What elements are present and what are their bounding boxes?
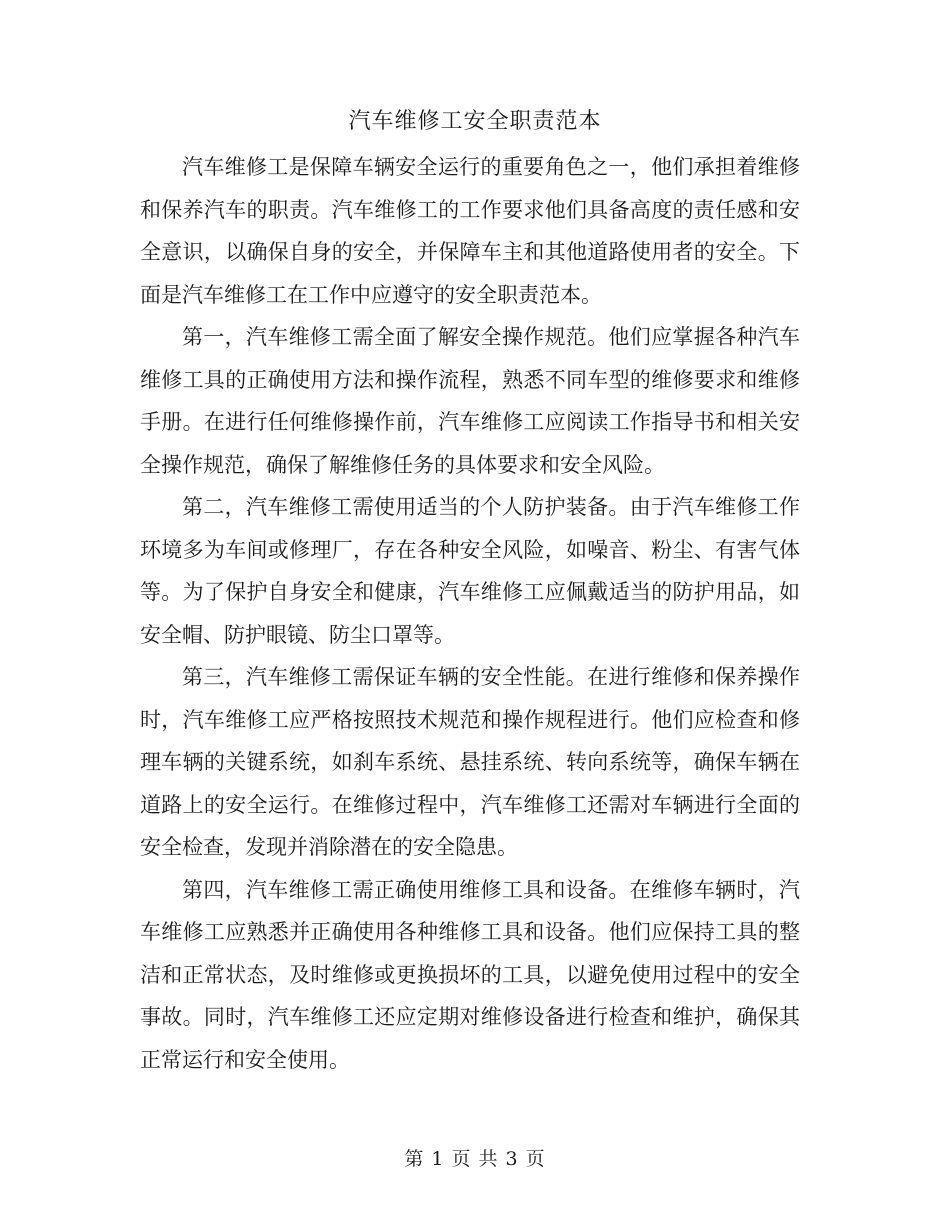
paragraph-third: 第三，汽车维修工需保证车辆的安全性能。在进行维修和保养操作时，汽车维修工应严格按照技术规范和操作规程进行。他们应检查和修理车辆的关键系统，如刹车系统、悬挂系统、转向系统等，确保车辆在道路上的安全运行。在维修过程中，汽车维修工还需对车辆进行全面的安全检查，发现并消除潜在的安全隐患。 (140, 665, 800, 859)
paragraph-fourth: 第四，汽车维修工需正确使用维修工具和设备。在维修车辆时，汽车维修工应熟悉并正确使用各种维修工具和设备。他们应保持工具的整洁和正常状态，及时维修或更换损坏的工具，以避免使用过程中的安全事故。同时，汽车维修工还应定期对维修设备进行检查和维护，确保其正常运行和安全使用。 (140, 877, 800, 1072)
page-number-footer: 第 1 页 共 3 页 (404, 1148, 546, 1170)
paragraph-second: 第二，汽车维修工需使用适当的个人防护装备。由于汽车维修工作环境多为车间或修理厂，存在各种安全风险，如噪音、粉尘、有害气体等。为了保护自身安全和健康，汽车维修工应佩戴适当的防护用品，如安全帽、防护眼镜、防尘口罩等。 (140, 495, 800, 647)
paragraph-first: 第一，汽车维修工需全面了解安全操作规范。他们应掌握各种汽车维修工具的正确使用方法和操作流程，熟悉不同车型的维修要求和维修手册。在进行任何维修操作前，汽车维修工应阅读工作指导书和相关安全操作规范，确保了解维修任务的具体要求和安全风险。 (140, 325, 800, 477)
paragraph-intro: 汽车维修工是保障车辆安全运行的重要角色之一，他们承担着维修和保养汽车的职责。汽车维修工的工作要求他们具备高度的责任感和安全意识，以确保自身的安全，并保障车主和其他道路使用者的安全。下面是汽车维修工在工作中应遵守的安全职责范本。 (140, 155, 800, 307)
document-title: 汽车维修工安全职责范本 (348, 109, 602, 134)
document-body (140, 146, 800, 1081)
